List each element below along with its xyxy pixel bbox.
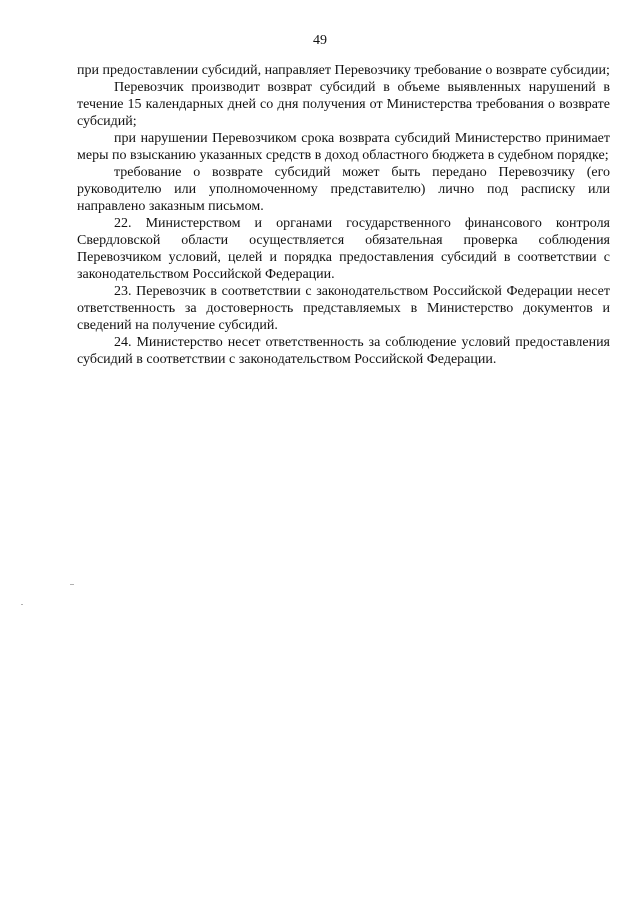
paragraph-continuation: при предоставлении субсидий, направляет Перевозчику требование о возврате субсидии;: [77, 63, 610, 78]
scan-speck: [21, 604, 23, 605]
paragraph-22: 22. Министерством и органами государственного финансового контроля Свердловской области осуществляется обязательная проверка соблюдения Перевозчиком условий, целей и порядка предоставления субсидий в соответствии с законодательством Российской Федерации.: [77, 216, 610, 282]
paragraph-refund: Перевозчик производит возврат субсидий в объеме выявленных нарушений в течение 15 календарных дней со дня получения от Министерства требования о возврате субсидий;: [77, 80, 610, 129]
paragraph-24: 24. Министерство несет ответственность за соблюдение условий предоставления субсидий в соответствии с законодательством Российской Федерации.: [77, 335, 610, 367]
paragraph-23: 23. Перевозчик в соответствии с законодательством Российской Федерации несет ответственность за достоверность представляемых в Министерство документов и сведений на получение субсидий.: [77, 284, 610, 333]
paragraph-delivery: требование о возврате субсидий может быть передано Перевозчику (его руководителю или уполномоченному представителю) лично под расписку или направлено заказным письмом.: [77, 165, 610, 214]
page-number: 49: [313, 33, 327, 48]
scan-speck: [70, 584, 74, 585]
paragraph-enforcement: при нарушении Перевозчиком срока возврата субсидий Министерство принимает меры по взысканию указанных средств в доход областного бюджета в судебном порядке;: [77, 131, 610, 163]
document-body: [77, 62, 610, 368]
